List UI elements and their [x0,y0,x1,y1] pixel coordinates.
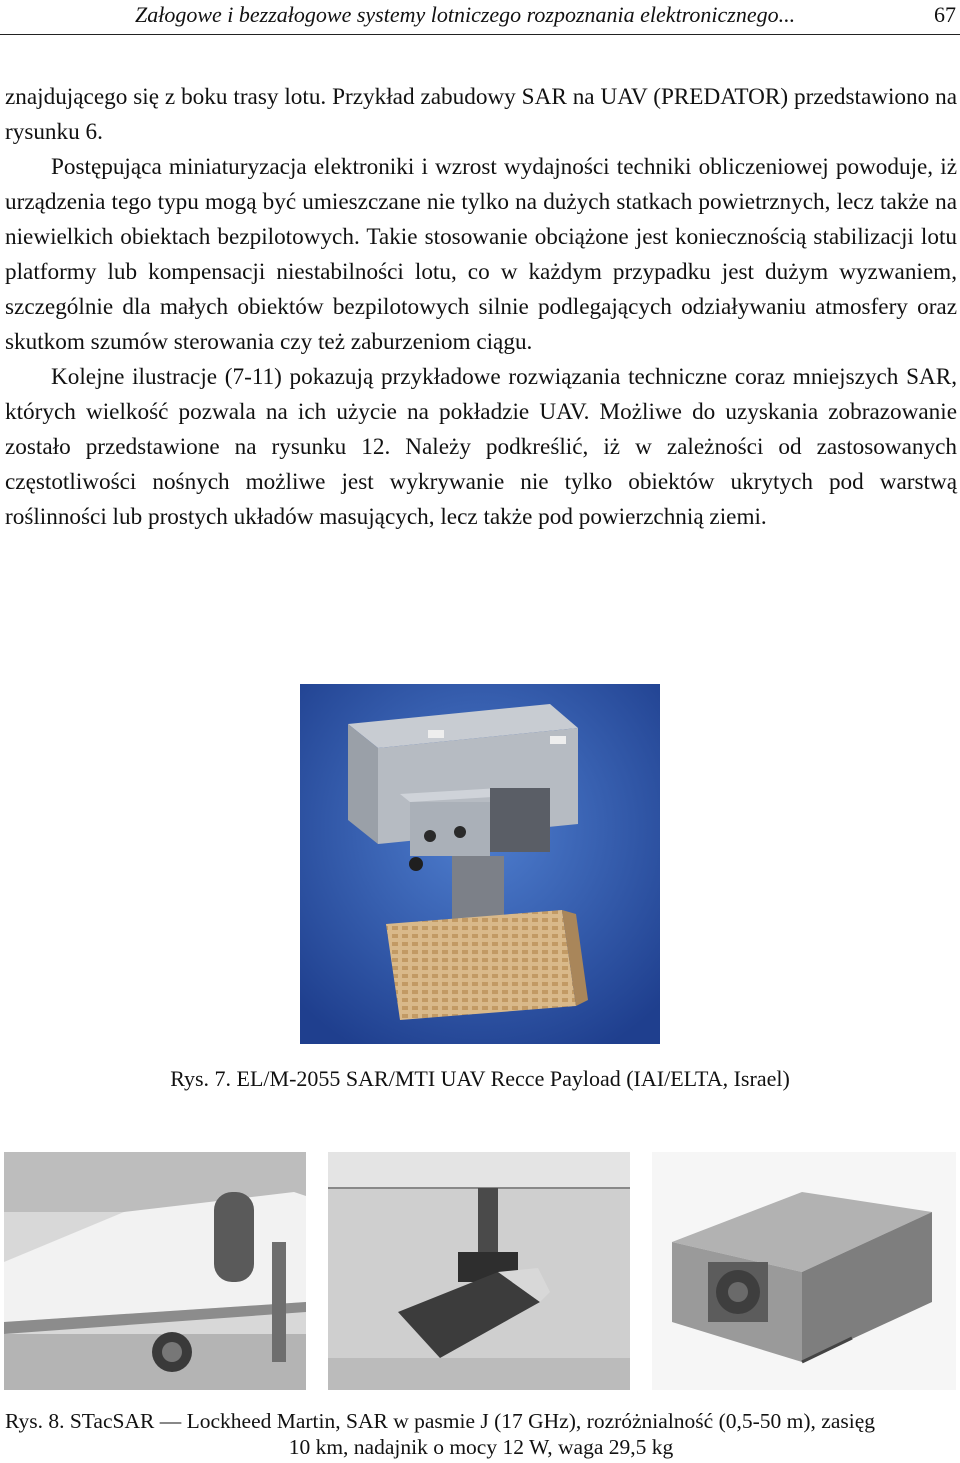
running-header [0,0,960,35]
paragraph-continued: znajdującego się z boku trasy lotu. Przykład zabudowy SAR na UAV (PREDATOR) przedstawiono na rysunku 6. [5,84,957,145]
figure-7-photo [300,684,660,1044]
sar-unit-box-illustration [652,1152,956,1390]
running-header-title: Załogowe i bezzałogowe systemy lotniczego rozpoznania elektronicznego... [135,2,796,27]
figure-8-caption [5,1408,957,1460]
aircraft-fuselage-illustration [4,1152,306,1390]
sar-payload-illustration [300,684,660,1044]
figure-8-caption-line1: Rys. 8. STacSAR — Lockheed Martin, SAR w pasmie J (17 GHz), rozróżnialność (0,5-50 m), zasięg [5,1409,876,1433]
figure-8-caption-line2: 10 km, nadajnik o mocy 12 W, waga 29,5 kg [288,1435,674,1459]
figure-8-photo-unit [652,1152,956,1390]
figure-7-caption: Rys. 7. EL/M-2055 SAR/MTI UAV Recce Payload (IAI/ELTA, Israel) [170,1066,790,1091]
paragraph-illustrations: Kolejne ilustracje (7-11) pokazują przykładowe rozwiązania techniczne coraz mniejszych SAR, których wielkość pozwala na ich użycie na pokładzie UAV. Możliwe do uzyskania zobrazowanie zostało przedstawione na rysunku 12. Należy podkreślić, iż w zależności od zastosowanych częstotliwości nośnych możliwe jest wykrywanie nie tylko obiektów ukrytych pod warstwą roślinności lub prostych układów masujących, lecz także pod powierzchnią ziemi. [5,364,957,530]
figure-8-photo-gimbal [328,1152,630,1390]
figure-8-photo-aircraft [4,1152,306,1390]
paragraph-miniaturization: Postępująca miniaturyzacja elektroniki i wzrost wydajności techniki obliczeniowej powoduje, iż urządzenia tego typu mogą być umieszczane nie tylko na dużych statkach powietrznych, lecz także na niewielkich obiektach bezpilotowych. Takie stosowanie obciążone jest koniecznością stabilizacji lotu platformy lub kompensacji niestabilności lotu, co w każdym przypadku jest dużym wyzwaniem, szczególnie dla małych obiektów bezpilotowych silnie podlegających odziaływaniu atmosfery oraz skutkom szumów sterowania czy też zaburzeniom ciągu. [5,154,957,355]
body-text [5,80,957,535]
gimbal-antenna-illustration [328,1152,630,1390]
page-number: 67 [934,2,956,27]
